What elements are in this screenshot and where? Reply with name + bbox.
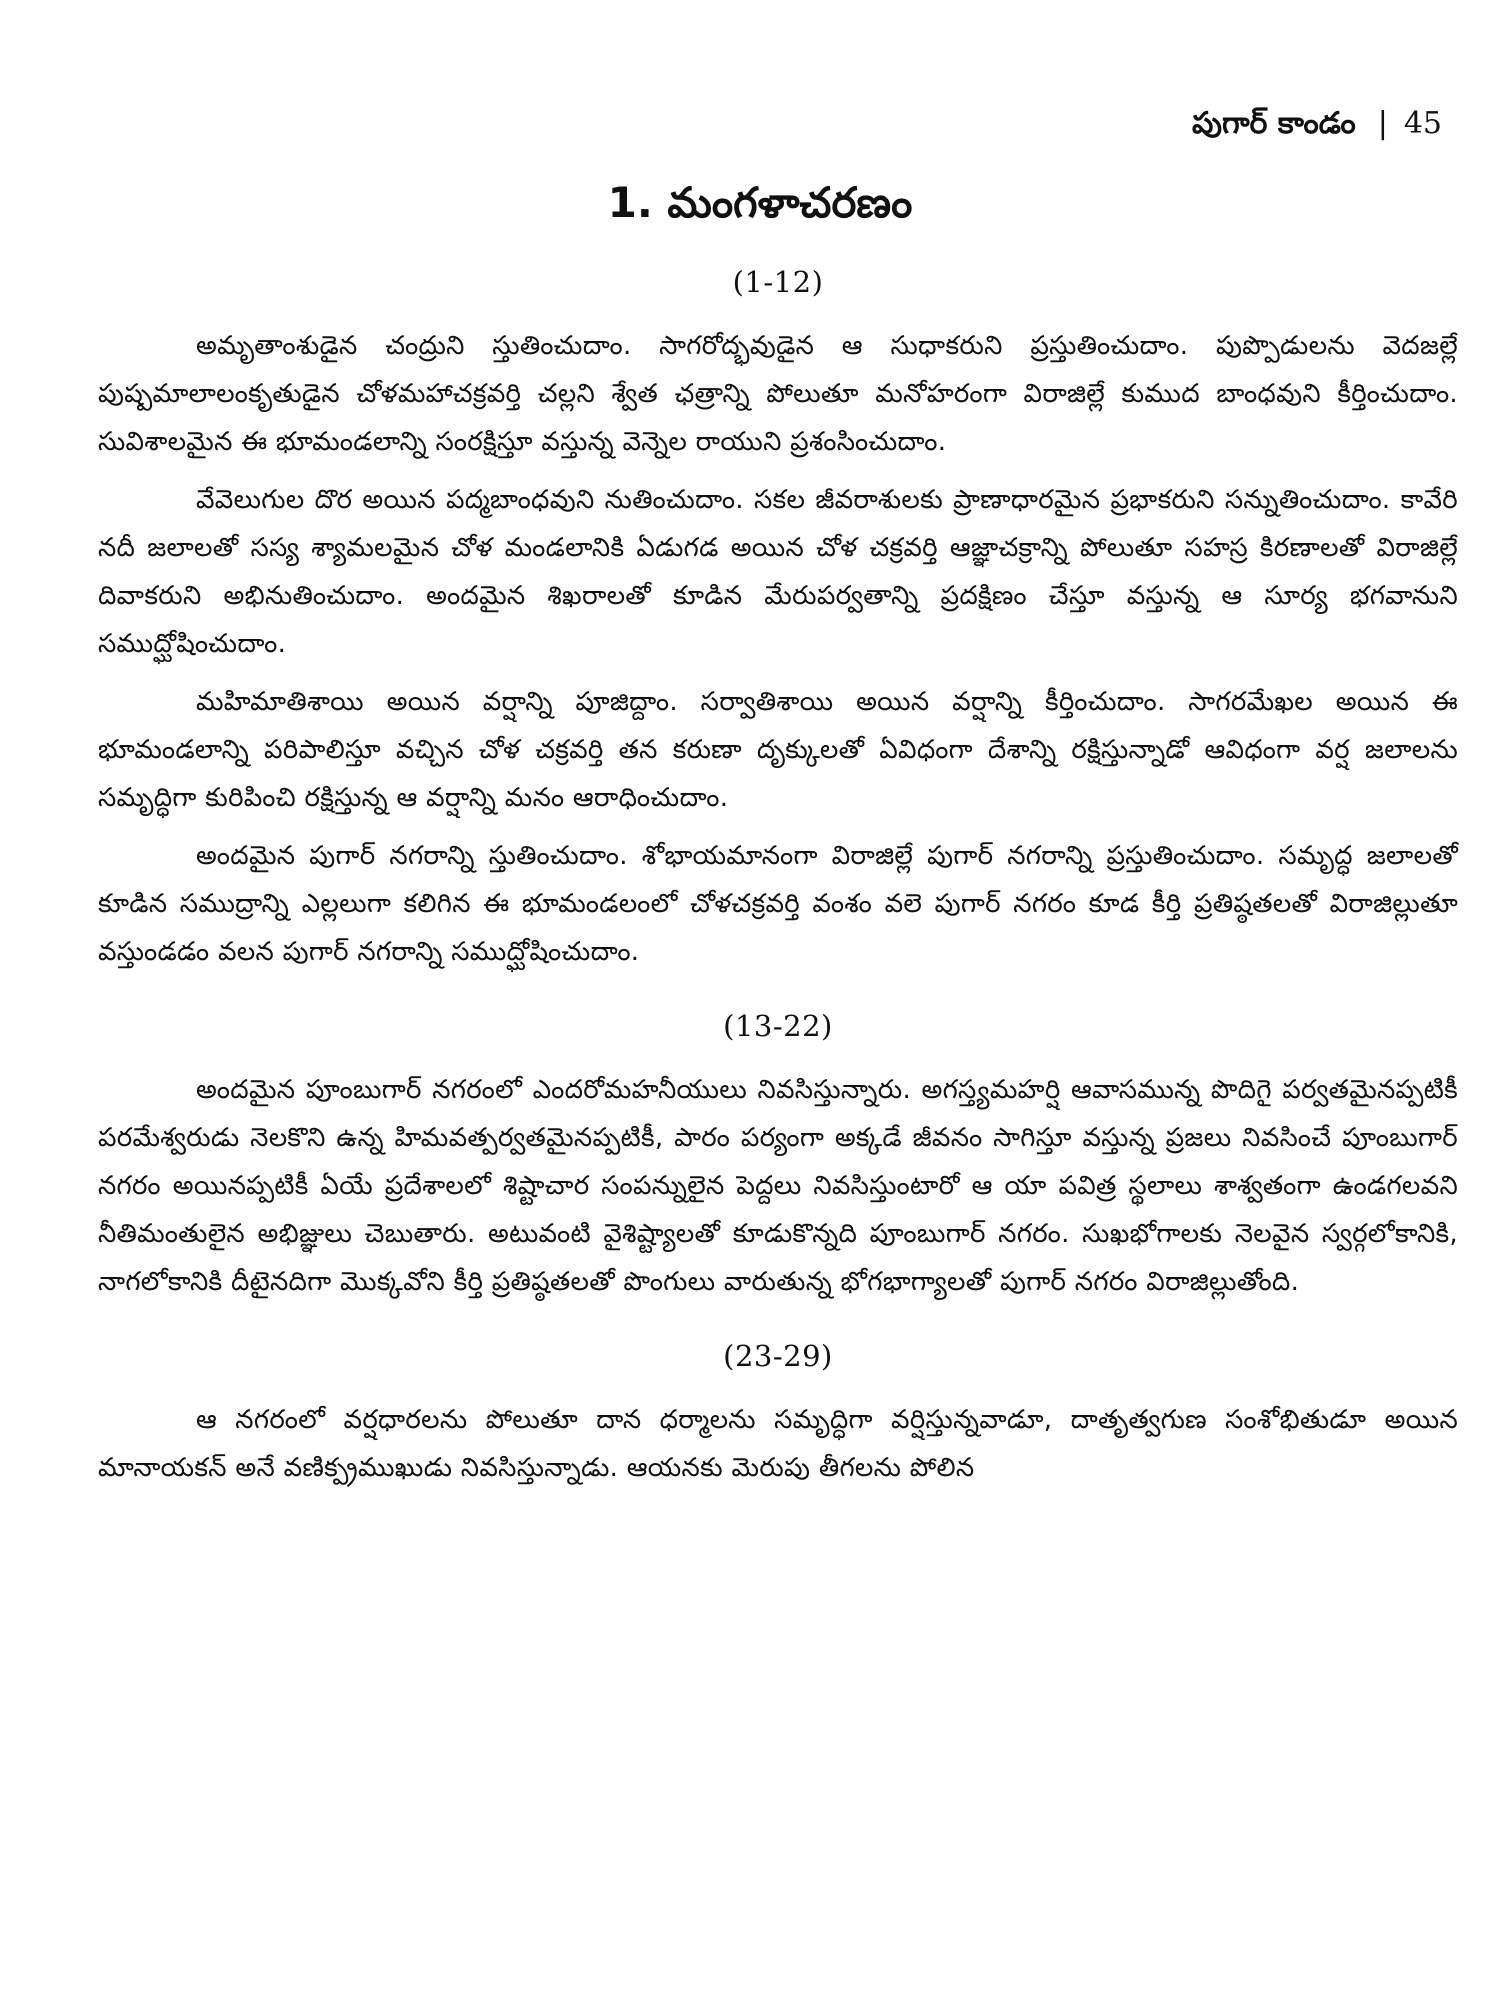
paragraph: వేవెలుగుల దొర అయిన పద్మబాంధవుని నుతించుదాం. సకల జీవరాశులకు ప్రాణాధారమైన ప్రభాకరుని సన్నుతించుదాం. కావేరి నదీ జలాలతో సస్య శ్యామలమైన చోళ మండలానికి ఏడుగడ అయిన చోళ చక్రవర్తి ఆజ్ఞాచక్రాన్ని పోలుతూ సహస్ర కిరణాలతో విరాజిల్లే దివాకరుని అభినుతించుదాం. అందమైన శిఖరాలతో కూడిన మేరుపర్వతాన్ని ప్రదక్షిణం చేస్తూ వస్తున్న ఆ సూర్య భగవానుని సముద్ఘోషించుదాం. [98, 485, 1458, 659]
running-header [1192, 104, 1442, 144]
section-23-29 [98, 1336, 1458, 1492]
header-separator: | [1377, 106, 1388, 141]
verse-range-heading: (13-22) [723, 1009, 833, 1043]
paragraph: అమృతాంశుడైన చంద్రుని స్తుతించుదాం. సాగరోద్భవుడైన ఆ సుధాకరుని ప్రస్తుతించుదాం. పుప్పొడులను వెదజల్లే పుష్పమాలాలంకృతుడైన చోళమహాచక్రవర్తి చల్లని శ్వేత ఛత్రాన్ని పోలుతూ మనోహరంగా విరాజిల్లే కుముద బాంధవుని కీర్తించుదాం. సువిశాలమైన ఈ భూమండలాన్ని సంరక్షిస్తూ వస్తున్న వెన్నెల రాయుని ప్రశంసించుదాం. [98, 331, 1458, 457]
verse-range-heading: (1-12) [732, 265, 824, 299]
paragraph: అందమైన పూంబుగార్ నగరంలో ఎందరోమహనీయులు నివసిస్తున్నారు. అగస్త్యమహర్షి ఆవాసమున్న పొదిగై పర్వతమైనప్పటికీ పరమేశ్వరుడు నెలకొని ఉన్న హిమవత్పర్వతమైనప్పటికీ, పారం పర్యంగా అక్కడే జీవనం సాగిస్తూ వస్తున్న ప్రజలు నివసించే పూంబుగార్ నగరం అయినప్పటికీ ఏయే ప్రదేశాలలో శిష్టాచార సంపన్నులైన పెద్దలు నివసిస్తుంటారో ఆ యా పవిత్ర స్థలాలు శాశ్వతంగా ఉండగలవని నీతిమంతులైన అభిజ్ఞులు చెబుతారు. అటువంటి వైశిష్ట్యాలతో కూడుకొన్నది పూంబుగార్ నగరం. సుఖభోగాలకు నెలవైన స్వర్గలోకానికి, నాగలోకానికి దీటైనదిగా మొక్కవోని కీర్తి ప్రతిష్ఠతలతో పొంగులు వారుతున్న భోగభాగ్యాలతో పుగార్ నగరం విరాజిల్లుతోంది. [98, 1075, 1458, 1297]
section-1-12 [98, 262, 1458, 976]
paragraph: ఆ నగరంలో వర్షధారలను పోలుతూ దాన ధర్మాలను సమృద్ధిగా వర్షిస్తున్నవాడూ, దాతృత్వగుణ సంశోభితుడూ అయిన మానాయకన్ అనే వణిక్ప్రముఖుడు నివసిస్తున్నాడు. ఆయనకు మెరుపు తీగలను పోలిన [98, 1405, 1458, 1483]
page-body [98, 262, 1458, 1502]
section-13-22 [98, 1006, 1458, 1306]
running-title: పుగార్ కాండం [1192, 106, 1356, 141]
verse-range-heading: (23-29) [723, 1339, 833, 1373]
page-number: 45 [1403, 106, 1442, 141]
paragraph: అందమైన పుగార్ నగరాన్ని స్తుతించుదాం. శోభాయమానంగా విరాజిల్లే పుగార్ నగరాన్ని ప్రస్తుతించుదాం. సమృద్ధ జలాలతో కూడిన సముద్రాన్ని ఎల్లలుగా కలిగిన ఈ భూమండలంలో చోళచక్రవర్తి వంశం వలె పుగార్ నగరం కూడ కీర్తి ప్రతిష్ఠతలతో విరాజిల్లుతూ వస్తుండడం వలన పుగార్ నగరాన్ని సముద్ఘోషించుదాం. [98, 841, 1458, 967]
paragraph: మహిమాతిశాయి అయిన వర్షాన్ని పూజిద్దాం. సర్వాతిశాయి అయిన వర్షాన్ని కీర్తించుదాం. సాగరమేఖల అయిన ఈ భూమండలాన్ని పరిపాలిస్తూ వచ్చిన చోళ చక్రవర్తి తన కరుణా దృక్కులతో ఏవిధంగా దేశాన్ని రక్షిస్తున్నాడో ఆవిధంగా వర్ష జలాలను సమృద్ధిగా కురిపించి రక్షిస్తున్న ఆ వర్షాన్ని మనం ఆరాధించుదాం. [98, 687, 1458, 813]
chapter-title: 1. మంగళాచరణం [607, 178, 913, 227]
